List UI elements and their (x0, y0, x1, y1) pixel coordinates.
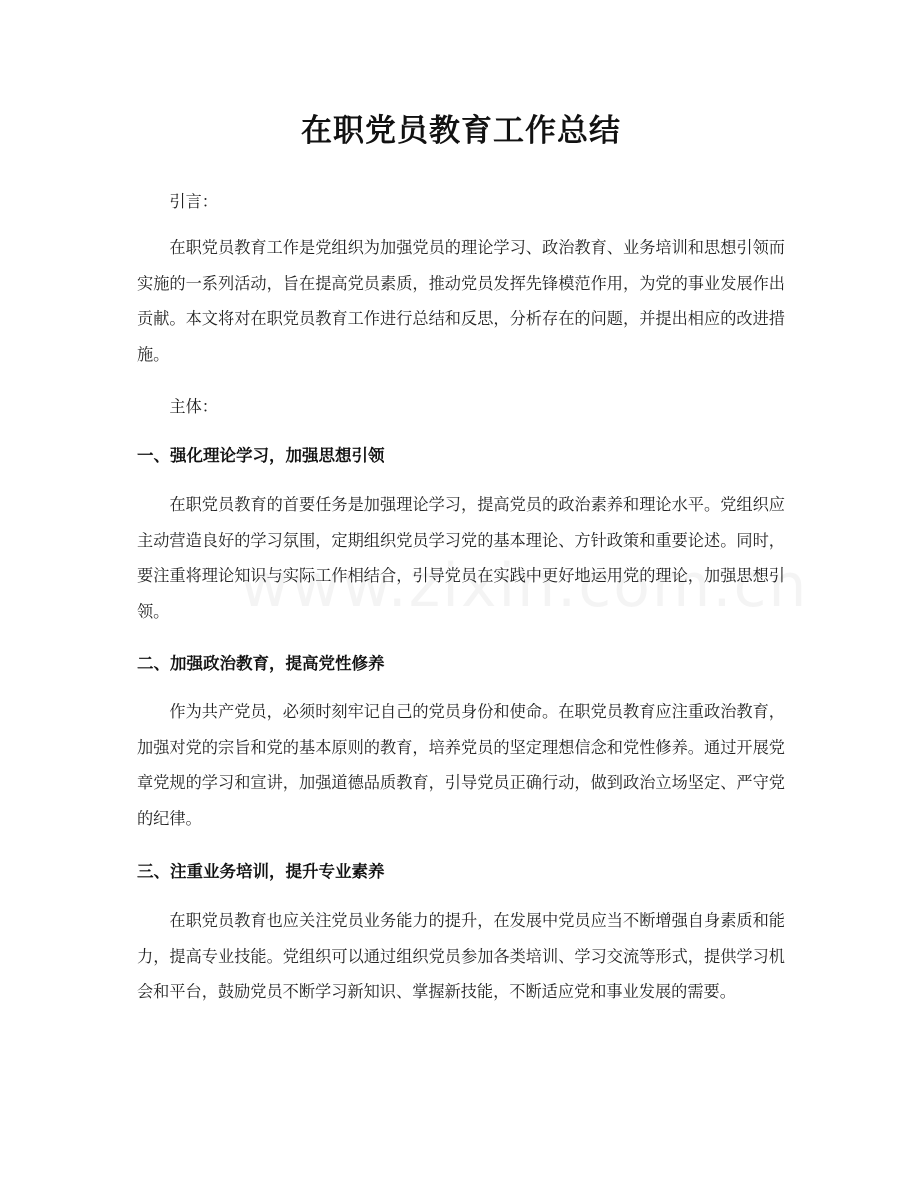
section-heading-3: 三、注重业务培训，提升专业素养 (137, 862, 385, 881)
document-title: 在职党员教育工作总结 (301, 113, 621, 149)
intro-label: 引言： (169, 192, 218, 211)
section-paragraph-3: 在职党员教育也应关注党员业务能力的提升，在发展中党员应当不断增强自身素质和能力，提高专业技能。党组织可以通过组织党员参加各类培训、学习交流等形式，提供学习机会和平台，鼓励党员不断学习新知识、掌握新技能，不断适应党和事业发展的需要。 (137, 911, 785, 1001)
section-paragraph-2: 作为共产党员，必须时刻牢记自己的党员身份和使命。在职党员教育应注重政治教育，加强对党的宗旨和党的基本原则的教育，培养党员的坚定理想信念和党性修养。通过开展党章党规的学习和宣讲，加强道德品质教育，引导党员正确行动，做到政治立场坚定、严守党的纪律。 (137, 702, 785, 828)
intro-paragraph: 在职党员教育工作是党组织为加强党员的理论学习、政治教育、业务培训和思想引领而实施的一系列活动，旨在提高党员素质，推动党员发挥先锋模范作用，为党的事业发展作出贡献。本文将对在职党员教育工作进行总结和反思，分析存在的问题，并提出相应的改进措施。 (137, 238, 785, 364)
section-paragraph-1: 在职党员教育的首要任务是加强理论学习，提高党员的政治素养和理论水平。党组织应主动营造良好的学习氛围，定期组织党员学习党的基本理论、方针政策和重要论述。同时，要注重将理论知识与实际工作相结合，引导党员在实践中更好地运用党的理论，加强思想引领。 (137, 495, 785, 621)
section-heading-1: 一、强化理论学习，加强思想引领 (137, 446, 385, 465)
section-heading-2: 二、加强政治教育，提高党性修养 (137, 654, 385, 673)
body-label: 主体： (169, 397, 218, 416)
